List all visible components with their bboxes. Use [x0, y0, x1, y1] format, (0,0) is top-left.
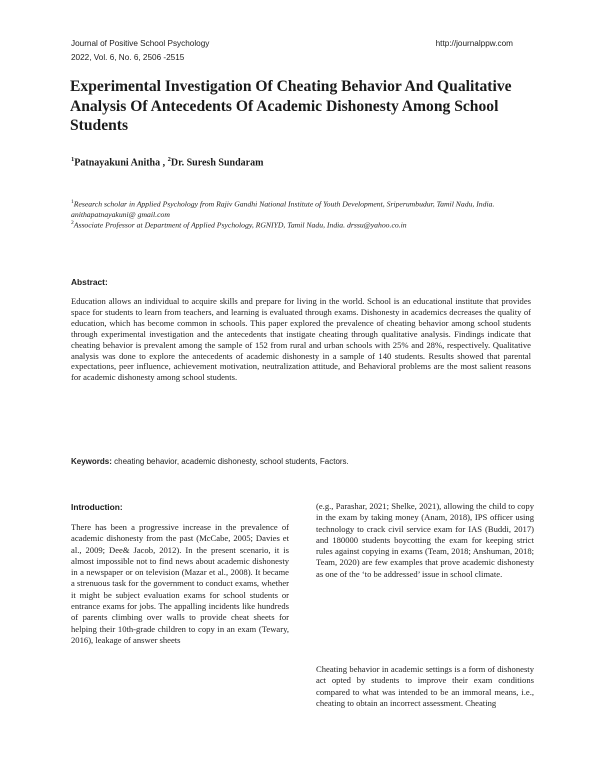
intro-right-paragraph-2: Cheating behavior in academic settings is a form of dishonesty act opted by students to improve their exam conditions compared to what was intended to be an immoral means, i.e., cheating to obtain an incorrect assessment. Cheating	[316, 664, 534, 708]
affiliation-1	[71, 197, 541, 220]
affiliation-2-sup: 2	[71, 220, 74, 226]
author-separator: ,	[160, 157, 168, 169]
affiliation-2	[71, 218, 541, 231]
affiliation-2-text: Associate Professor at Department of Applied Psychology, RGNIYD, Tamil Nadu, India. drssu@yahoo.co.in	[73, 220, 407, 230]
affiliation-1-sup: 1	[71, 199, 74, 205]
author2: Dr. Suresh Sundaram	[170, 157, 264, 169]
journal-url[interactable]: http://journalppw.com	[435, 39, 513, 48]
keywords-label: Keywords:	[71, 457, 112, 466]
abstract-text: Education allows an individual to acquire skills and prepare for living in the world. School is an educational institute that provides space for students to learn from teachers, and learning is evaluated through exams. Dishonesty in academics decreases the quality of education, which has become common in schools. This paper explored the prevalence of cheating behavior among school students through experimental investigation and the antecedents that instigate cheating through qualitative analysis. Findings indicate that cheating behavior is prevalent among the sample of 152 from rural and urban schools with 25% and 28%, respectively. Qualitative analysis was done to explore the antecedents of academic dishonesty in a sample of 140 students. Results showed that parental expectations, peer influence, achievement motivation, neutralization attitude, and Behavioral problems are the most salient reasons for academic dishonesty among school students.	[71, 296, 531, 383]
intro-left-column: There has been a progressive increase in the prevalence of academic dishonesty from the past (McCabe, 2005; Davies et al., 2009; Dee& Jacob, 2012). In the present scenario, it is almost impossible not to find news about academic dishonesty in a newspaper or on television (Mazar et al., 2008). It became a strenuous task for the government to conduct exams, whether it might be subject evaluation exams for school students or entrance exams for jobs. The appalling incidents like hundreds of parents climbing over walls to provide cheat sheets for helping their 10th-grade children to copy in an exam (Tewary, 2016), leakage of answer sheets	[71, 522, 289, 645]
keywords-text: cheating behavior, academic dishonesty, school students, Factors.	[111, 457, 349, 466]
volume-info: 2022, Vol. 6, No. 6, 2506 -2515	[71, 53, 185, 62]
journal-name: Journal of Positive School Psychology	[71, 39, 210, 48]
affiliation-1-text: Research scholar in Applied Psychology from Rajiv Gandhi National Institute of Youth Development, Sriperumbudur, Tamil Nadu, India. anithapatnayakuni@ gmail.com	[71, 199, 495, 219]
keywords	[71, 457, 531, 466]
abstract-heading: Abstract:	[71, 277, 108, 287]
paper-title: Experimental Investigation Of Cheating Behavior And Qualitative Analysis Of Antecedents Of Academic Dishonesty Among School Students	[70, 78, 512, 134]
author1: Patnayakuni Anitha	[74, 157, 161, 169]
introduction-heading: Introduction:	[71, 502, 123, 512]
intro-right-paragraph-1: (e.g., Parashar, 2021; Shelke, 2021), allowing the child to copy in the exam by taking money (Anam, 2018), IPS officer using technology to crack civil service exam for IAS (Buddi, 2017) and 180000 students boycotting the exam for keeping strict rules against copying in exams (Team, 2018; Anshuman, 2018; Team, 2020) are few examples that prove academic dishonesty as one of the ‘to be addressed’ issue in school climate.	[316, 501, 534, 579]
author-list	[71, 156, 263, 168]
author2-sup: 2	[167, 156, 171, 163]
author1-sup: 1	[71, 156, 75, 163]
